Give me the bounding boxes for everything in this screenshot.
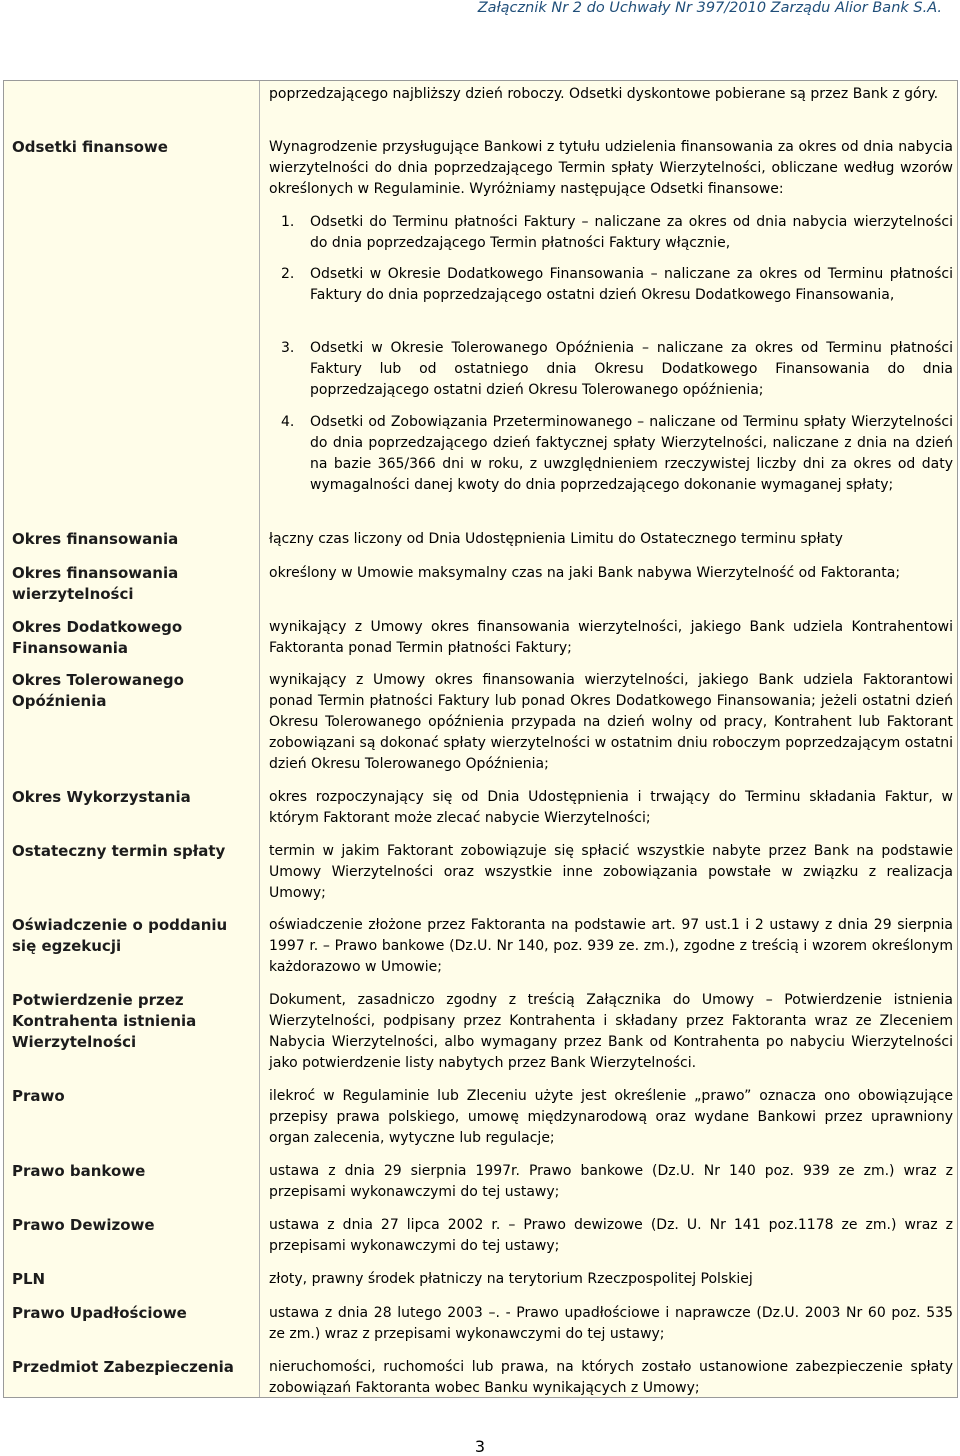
definition-pln: złoty, prawny środek płatniczy na terytorium Rzeczpospolitej Polskiej bbox=[269, 1271, 753, 1287]
definition-prawo-bankowe: ustawa z dnia 29 sierpnia 1997r. Prawo bankowe (Dz.U. Nr 140 poz. 939 ze zm.) wraz z przepisami wykonawczymi do tej ustawy; bbox=[269, 1163, 953, 1200]
column-divider bbox=[259, 81, 260, 1397]
definition-ostateczny-termin-splaty: termin w jakim Faktorant zobowiązuje się spłacić wszystkie nabyte przez Bank na podstawie Umowy Wierzytelności oraz wszystkie inne zobowiązania powstałe w związku z realizacja Umowy; bbox=[269, 843, 953, 901]
term-odsetki-finansowe: Odsetki finansowe bbox=[12, 138, 168, 156]
term-okres-tolerowanego-opoznienia: Okres Tolerowanego Opóźnienia bbox=[12, 671, 184, 710]
term-okres-finansowania: Okres finansowania bbox=[12, 530, 179, 548]
list-item-number: 2. bbox=[281, 266, 295, 282]
list-item-text: Odsetki do Terminu płatności Faktury – naliczane za okres od dnia nabycia wierzytelności do dnia poprzedzającego Termin płatności Faktury włącznie, bbox=[310, 214, 953, 251]
definition-odsetki-finansowe bbox=[269, 137, 953, 200]
definition-okres-tolerowanego-opoznienia: wynikający z Umowy okres finansowania wierzytelności, jakiego Bank udziela Faktorantowi ponad Termin płatności Faktury lub ponad Okres Dodatkowego Finansowania; jeżeli ostatni dzień Okresu Tolerowanego opóźnienia przypada na dzień wolny od pracy, Kontrahent lub Faktorant zobowiązani są dokonać spłaty wierzytelności w ostatnim dniu roboczym poprzedzającym ostatni dzień Okresu Tolerowanego Opóźnienia; bbox=[269, 672, 953, 772]
definition-oswiadczenie-o-poddaniu-sie-egzekucji: oświadczenie złożone przez Faktoranta na podstawie art. 97 ust.1 i 2 ustawy z dnia 29 sierpnia 1997 r. – Prawo bankowe (Dz.U. Nr 140, poz. 939 ze. zm.), zgodne z treścią i wzorem określonym każdorazowo w Umowie; bbox=[269, 917, 953, 975]
list-item-number: 1. bbox=[281, 214, 295, 230]
list-item-text: Odsetki w Okresie Tolerowanego Opóźnienia – naliczane za okres od Terminu płatności Faktury lub od ostatniego dnia Okresu Dodatkowego Finansowania do dnia poprzedzającego ostatni dzień Okresu Tolerowanego opóźnienia; bbox=[310, 340, 953, 398]
definition-okres-finansowania-wierzytelnosci: określony w Umowie maksymalny czas na jaki Bank nabywa Wierzytelność od Faktoranta; bbox=[269, 565, 901, 581]
definition-prawo-dewizowe: ustawa z dnia 27 lipca 2002 r. – Prawo dewizowe (Dz. U. Nr 141 poz.1178 ze zm.) wraz z przepisami wykonawczymi do tej ustawy; bbox=[269, 1217, 953, 1254]
term-okres-finansowania-wierzytelnosci: Okres finansowania wierzytelności bbox=[12, 564, 179, 603]
list-item-number: 4. bbox=[281, 414, 295, 430]
term-prawo-dewizowe: Prawo Dewizowe bbox=[12, 1216, 155, 1234]
term-prawo: Prawo bbox=[12, 1087, 65, 1105]
term-oswiadczenie-o-poddaniu-sie-egzekucji: Oświadczenie o poddaniu się egzekucji bbox=[12, 916, 228, 955]
continuation-text: poprzedzającego najbliższy dzień roboczy. Odsetki dyskontowe pobierane są przez Bank z góry. bbox=[269, 86, 939, 102]
definition-okres-dodatkowego-finansowania: wynikający z Umowy okres finansowania wierzytelności, jakiego Bank udziela Kontrahentowi Faktoranta ponad Termin płatności Faktury; bbox=[269, 619, 953, 656]
document-header: Załącznik Nr 2 do Uchwały Nr 397/2010 Zarządu Alior Bank S.A. bbox=[477, 0, 942, 16]
term-przedmiot-zabezpieczenia: Przedmiot Zabezpieczenia bbox=[12, 1358, 234, 1376]
list-item-text: Odsetki w Okresie Dodatkowego Finansowania – naliczane za okres od Terminu płatności Faktury do dnia poprzedzającego ostatni dzień Okresu Dodatkowego Finansowania, bbox=[310, 266, 953, 303]
term-prawo-upadlosciowe: Prawo Upadłościowe bbox=[12, 1304, 187, 1322]
term-prawo-bankowe: Prawo bankowe bbox=[12, 1162, 146, 1180]
definition-przedmiot-zabezpieczenia: nieruchomości, ruchomości lub prawa, na których zostało ustanowione zabezpieczenie spłaty zobowiązań Faktoranta wobec Banku wynikających z Umowy; bbox=[269, 1359, 953, 1396]
term-ostateczny-termin-splaty: Ostateczny termin spłaty bbox=[12, 842, 226, 860]
list-item-text: Odsetki od Zobowiązania Przeterminowanego – naliczane od Terminu spłaty Wierzytelności do dnia poprzedzającego dzień faktycznej spłaty Wierzytelności, naliczane z dnia na dzień na bazie 365/366 dni w roku, z uwzględnieniem rzeczywistej liczby dni za okres od daty wymagalności danej kwoty do dnia poprzedzającego dokonanie wymaganej spłaty; bbox=[310, 414, 953, 493]
term-okres-dodatkowego-finansowania: Okres Dodatkowego Finansowania bbox=[12, 618, 183, 657]
definition-okres-finansowania: łączny czas liczony od Dnia Udostępnienia Limitu do Ostatecznego terminu spłaty bbox=[269, 531, 843, 547]
page-number: 3 bbox=[474, 1437, 486, 1456]
term-pln: PLN bbox=[12, 1270, 46, 1288]
list-item bbox=[269, 212, 953, 272]
term-potwierdzenie-przez-kontrahenta: Potwierdzenie przez Kontrahenta istnienia Wierzytelności bbox=[12, 991, 197, 1051]
definition-okres-wykorzystania: okres rozpoczynający się od Dnia Udostępnienia i trwający do Terminu składania Faktur, w którym Faktorant może zlecać nabycie Wierzytelności; bbox=[269, 789, 953, 826]
definition-potwierdzenie-przez-kontrahenta: Dokument, zasadniczo zgodny z treścią Załącznika do Umowy – Potwierdzenie istnienia Wierzytelności, podpisany przez Kontrahenta i składany przez Faktoranta wraz ze Zleceniem Nabycia Wierzytelności, albo wymagany przez Bank od Kontrahenta po nabyciu Wierzytelności jako potwierdzenie listy nabytych przez Bank Wierzytelności. bbox=[269, 992, 953, 1071]
definition-prawo: ilekroć w Regulaminie lub Zleceniu użyte jest określenie „prawo” oznacza ono obowiązujące przepisy prawa polskiego, umowę międzynarodową oraz wydane Bankowi przez uprawniony organ zalecenia, wytyczne lub regulacje; bbox=[269, 1088, 953, 1146]
definitions-table bbox=[3, 80, 958, 1398]
definition-prawo-upadlosciowe: ustawa z dnia 28 lutego 2003 –. - Prawo upadłościowe i naprawcze (Dz.U. 2003 Nr 60 poz. 535 ze zm.) wraz z przepisami wykonawczymi do tej ustawy; bbox=[269, 1305, 953, 1342]
term-okres-wykorzystania: Okres Wykorzystania bbox=[12, 788, 191, 806]
list-item-number: 3. bbox=[281, 340, 295, 356]
definition-intro: Wynagrodzenie przysługujące Bankowi z tytułu udzielenia finansowania za okres od dnia nabycia wierzytelności do dnia poprzedzającego Termin spłaty Wierzytelności, obliczane według wzorów określonych w Regulaminie. Wyróżniamy następujące Odsetki finansowe: bbox=[269, 139, 953, 197]
